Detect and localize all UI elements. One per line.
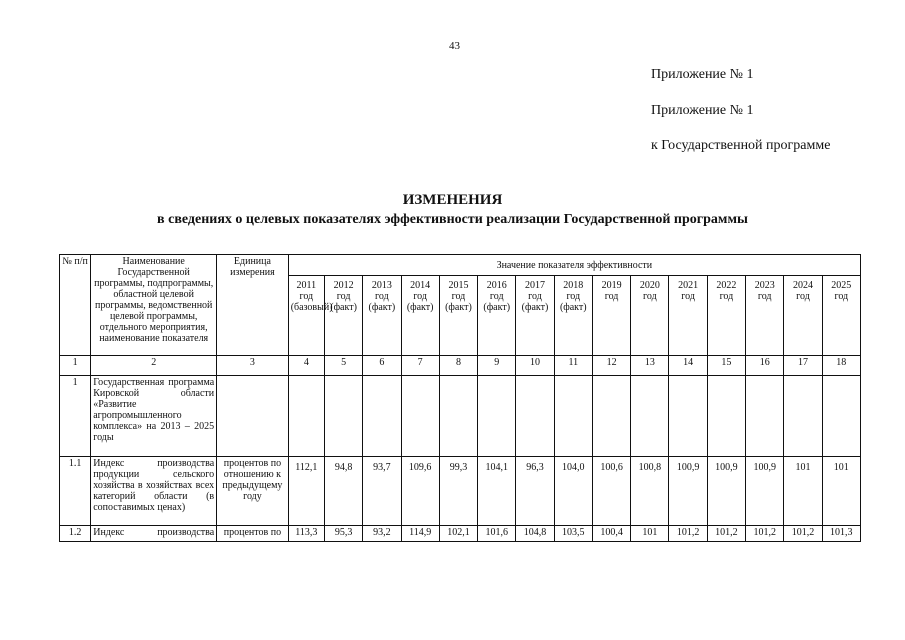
value-cell: 94,8 [324,457,362,526]
value-cell: 101 [631,526,669,542]
column-number: 14 [669,356,707,376]
value-cell: 100,6 [592,457,630,526]
value-cell [784,376,822,457]
value-cell: 101 [784,457,822,526]
column-number: 10 [516,356,554,376]
header-unit: Единица измерения [217,255,289,356]
value-cell: 104,8 [516,526,554,542]
indicators-table [59,254,861,542]
page-number: 43 [449,40,460,52]
appendix-line-1: Приложение № 1 [651,67,754,82]
column-number: 1 [60,356,91,376]
table-row [60,457,861,526]
value-cell: 99,3 [439,457,477,526]
row-number: 1 [60,376,91,457]
row-name: Индекс производства продукции сельского хозяйства в хозяйствах всех категорий области (в сопоставимых ценах) [91,457,217,526]
year-header: 2017 год (факт) [516,276,554,356]
value-cell [746,376,784,457]
column-number: 4 [288,356,324,376]
value-cell: 101 [822,457,860,526]
column-number: 11 [554,356,592,376]
column-number: 17 [784,356,822,376]
column-number-row [60,356,861,376]
value-cell: 101,2 [746,526,784,542]
value-cell: 112,1 [288,457,324,526]
year-header: 2011 год (базовый) [288,276,324,356]
value-cell [324,376,362,457]
table-row [60,376,861,457]
value-cell: 109,6 [401,457,439,526]
year-header: 2025 год [822,276,860,356]
year-header: 2018 год (факт) [554,276,592,356]
column-number: 3 [217,356,289,376]
column-number: 2 [91,356,217,376]
value-cell: 93,2 [363,526,401,542]
column-number: 12 [592,356,630,376]
year-header: 2013 год (факт) [363,276,401,356]
appendix-line-3: к Государственной программе [651,138,831,153]
value-cell: 100,4 [592,526,630,542]
row-name: Государственная программа Кировской области «Развитие агропромышленного комплекса» на 2013 – 2025 годы [91,376,217,457]
value-cell: 114,9 [401,526,439,542]
column-number: 8 [439,356,477,376]
year-header: 2019 год [592,276,630,356]
value-cell [401,376,439,457]
year-header: 2021 год [669,276,707,356]
year-header: 2014 год (факт) [401,276,439,356]
value-cell: 95,3 [324,526,362,542]
value-cell [516,376,554,457]
year-header: 2015 год (факт) [439,276,477,356]
value-cell [439,376,477,457]
row-unit [217,376,289,457]
year-header: 2012 год (факт) [324,276,362,356]
year-header: 2016 год (факт) [478,276,516,356]
value-cell: 113,3 [288,526,324,542]
value-cell: 101,3 [822,526,860,542]
value-cell [592,376,630,457]
value-cell [707,376,745,457]
value-cell [822,376,860,457]
value-cell [363,376,401,457]
column-number: 18 [822,356,860,376]
value-cell: 100,8 [631,457,669,526]
year-header: 2022 год [707,276,745,356]
column-number: 5 [324,356,362,376]
column-number: 7 [401,356,439,376]
value-cell: 102,1 [439,526,477,542]
document-title: ИЗМЕНЕНИЯ [402,192,503,208]
value-cell: 96,3 [516,457,554,526]
value-cell [554,376,592,457]
column-number: 15 [707,356,745,376]
column-number: 9 [478,356,516,376]
value-cell: 101,2 [707,526,745,542]
value-cell [288,376,324,457]
header-values: Значение показателя эффективности [288,255,860,276]
value-cell: 100,9 [746,457,784,526]
column-number: 6 [363,356,401,376]
value-cell: 101,2 [784,526,822,542]
value-cell [478,376,516,457]
value-cell: 101,6 [478,526,516,542]
value-cell: 93,7 [363,457,401,526]
document-subtitle: в сведениях о целевых показателях эффективности реализации Государственной программы [157,212,748,227]
value-cell: 104,0 [554,457,592,526]
row-unit: процентов по [217,526,289,542]
row-unit: процентов по отношению к предыдущему году [217,457,289,526]
year-header: 2020 год [631,276,669,356]
year-header: 2024 год [784,276,822,356]
table-row [60,526,861,542]
value-cell [669,376,707,457]
header-num: № п/п [60,255,91,356]
row-name: Индекс производства [91,526,217,542]
value-cell: 100,9 [669,457,707,526]
year-header: 2023 год [746,276,784,356]
value-cell: 104,1 [478,457,516,526]
value-cell: 101,2 [669,526,707,542]
header-name: Наименование Государственной программы, подпрограммы, областной целевой программы, ведомственной целевой программы, отдельного мероприятия, наименование показателя [91,255,217,356]
row-number: 1.2 [60,526,91,542]
column-number: 16 [746,356,784,376]
appendix-line-2: Приложение № 1 [651,103,754,118]
header-row-1 [60,255,861,276]
row-number: 1.1 [60,457,91,526]
value-cell: 100,9 [707,457,745,526]
column-number: 13 [631,356,669,376]
value-cell [631,376,669,457]
value-cell: 103,5 [554,526,592,542]
